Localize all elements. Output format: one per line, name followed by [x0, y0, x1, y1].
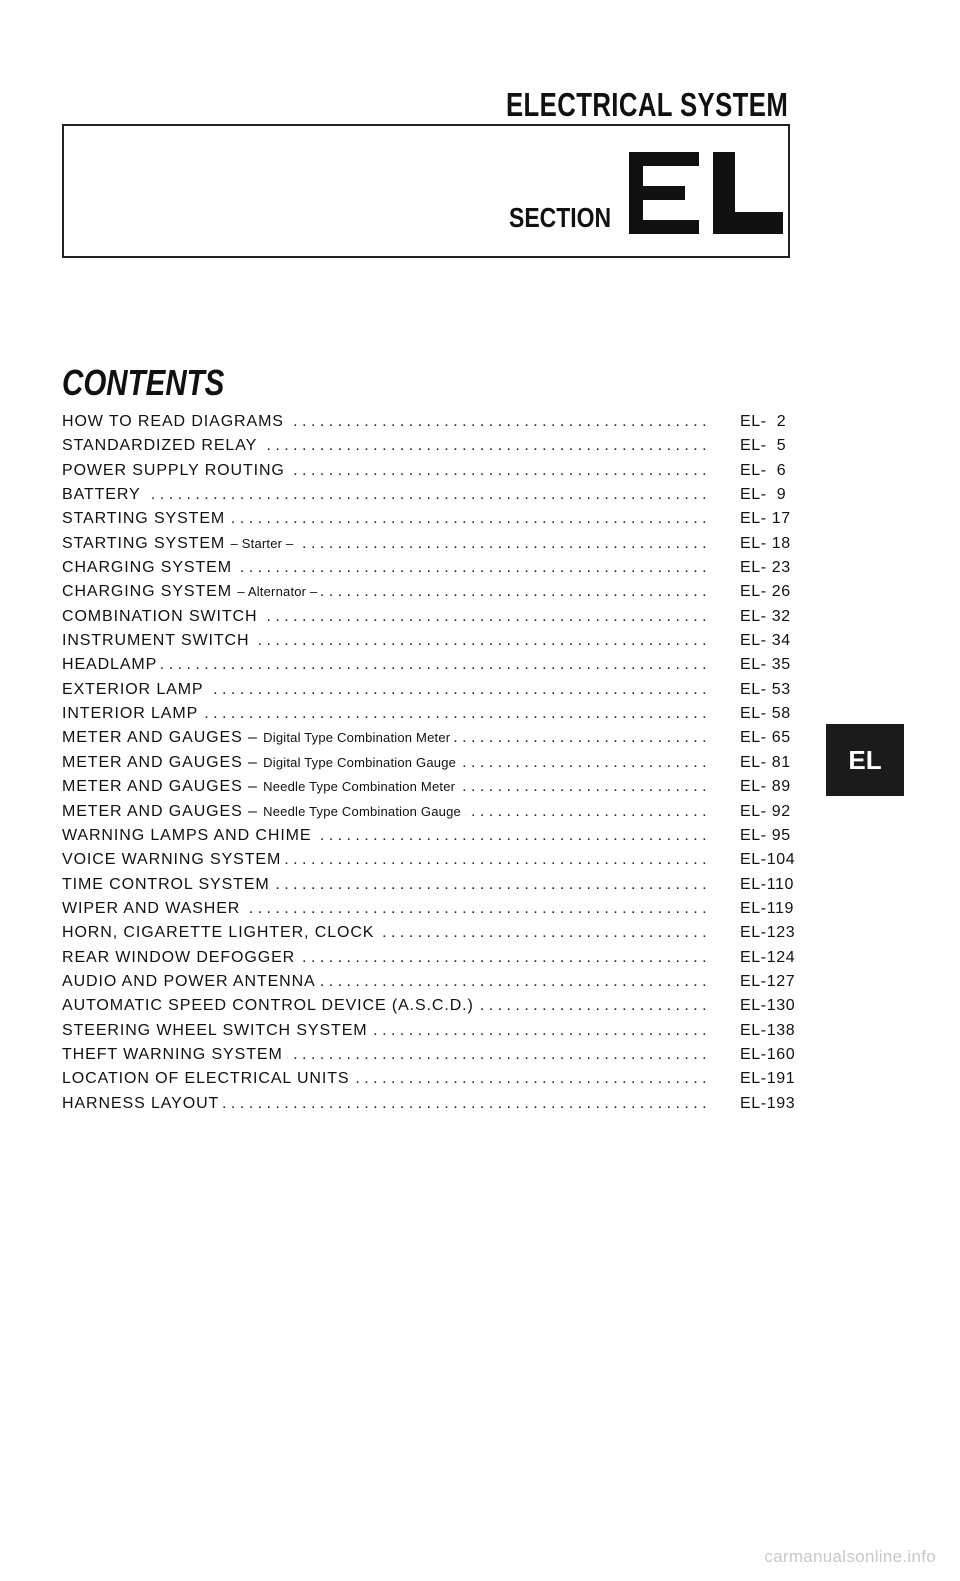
- toc-entry-label: STEERING WHEEL SWITCH SYSTEM: [62, 1021, 368, 1039]
- toc-entry-title: [62, 754, 460, 772]
- toc-entry-page: EL- 9: [738, 486, 802, 504]
- toc-entry-label: BATTERY: [62, 486, 141, 504]
- toc-entry[interactable]: [62, 848, 800, 872]
- toc-entry[interactable]: [62, 483, 800, 507]
- toc-entry[interactable]: [62, 775, 800, 799]
- toc-entry[interactable]: [62, 580, 800, 604]
- toc-entry[interactable]: [62, 507, 800, 531]
- toc-entry-page: EL-124: [738, 949, 802, 967]
- toc-entry-page: EL- 17: [738, 510, 802, 528]
- toc-entry[interactable]: [62, 653, 800, 677]
- toc-entry-page: EL- 34: [738, 632, 802, 650]
- toc-entry[interactable]: [62, 434, 800, 458]
- toc-entry-label: METER AND GAUGES –: [62, 753, 258, 771]
- toc-entry-page: EL- 18: [738, 535, 802, 553]
- toc-entry-label: LOCATION OF ELECTRICAL UNITS: [62, 1070, 350, 1088]
- section-title: ELECTRICAL SYSTEM: [506, 86, 789, 123]
- toc-leader-dots: [62, 486, 712, 504]
- toc-entry-title: [62, 803, 465, 821]
- toc-entry[interactable]: [62, 556, 800, 580]
- toc-entry-title: [62, 949, 299, 967]
- toc-entry-page: EL- 2: [738, 413, 802, 431]
- toc-entry-page: EL- 81: [738, 754, 802, 772]
- toc-entry-label: POWER SUPPLY ROUTING: [62, 461, 285, 479]
- toc-entry-title: [62, 778, 459, 796]
- toc-entry-label: METER AND GAUGES –: [62, 729, 258, 747]
- watermark-text: carmanualsonline.info: [764, 1547, 936, 1566]
- toc-entry[interactable]: [62, 751, 800, 775]
- toc-entry[interactable]: [62, 970, 800, 994]
- toc-entry-label: CHARGING SYSTEM: [62, 583, 232, 601]
- toc-entry-page: EL-193: [738, 1095, 802, 1113]
- toc-entry-title: [62, 608, 261, 626]
- toc-entry-page: EL-191: [738, 1070, 802, 1088]
- toc-entry[interactable]: [62, 532, 800, 556]
- toc-entry[interactable]: [62, 1043, 800, 1067]
- toc-entry-page: EL- 92: [738, 803, 802, 821]
- toc-entry-title: [62, 1046, 287, 1064]
- toc-entry-title: [62, 851, 285, 869]
- toc-entry[interactable]: [62, 1019, 800, 1043]
- toc-entry-page: EL-130: [738, 997, 802, 1015]
- toc-entry-label: STANDARDIZED RELAY: [62, 437, 258, 455]
- toc-entry-page: EL- 23: [738, 559, 802, 577]
- toc-entry-title: [62, 535, 297, 553]
- toc-entry-page: EL-127: [738, 973, 802, 991]
- toc-entry-label: VOICE WARNING SYSTEM: [62, 851, 282, 869]
- toc-entry-page: EL- 53: [738, 681, 802, 699]
- toc-entry-title: [62, 827, 315, 845]
- toc-entry[interactable]: [62, 1092, 800, 1116]
- toc-entry-label: HARNESS LAYOUT: [62, 1094, 220, 1112]
- toc-entry[interactable]: [62, 897, 800, 921]
- toc-entry-label: WARNING LAMPS AND CHIME: [62, 826, 312, 844]
- toc-entry-subtitle: – Alternator –: [237, 584, 318, 600]
- toc-entry-title: [62, 1070, 353, 1088]
- toc-entry-page: EL- 58: [738, 705, 802, 723]
- toc-entry[interactable]: [62, 824, 800, 848]
- section-label: SECTION: [509, 202, 612, 233]
- section-code-logo: [629, 152, 783, 234]
- toc-entry-page: EL-138: [738, 1022, 802, 1040]
- toc-entry-subtitle: Needle Type Combination Meter: [263, 779, 456, 795]
- toc-entry[interactable]: [62, 629, 800, 653]
- toc-entry-label: TIME CONTROL SYSTEM: [62, 875, 270, 893]
- toc-entry-title: [62, 656, 161, 674]
- toc-entry-page: EL- 65: [738, 729, 802, 747]
- toc-entry-subtitle: Needle Type Combination Gauge: [263, 803, 461, 819]
- toc-entry-subtitle: – Starter –: [230, 535, 294, 551]
- toc-entry-title: [62, 924, 378, 942]
- toc-entry-page: EL- 26: [738, 583, 802, 601]
- toc-entry-label: CHARGING SYSTEM: [62, 559, 232, 577]
- toc-entry[interactable]: [62, 605, 800, 629]
- toc-entry-title: [62, 559, 236, 577]
- toc-entry[interactable]: [62, 726, 800, 750]
- section-tab[interactable]: EL: [826, 724, 904, 796]
- toc-entry-label: REAR WINDOW DEFOGGER: [62, 948, 296, 966]
- toc-entry-title: [62, 413, 288, 431]
- toc-entry-title: [62, 705, 202, 723]
- toc-entry-title: [62, 876, 274, 894]
- toc-entry-subtitle: Digital Type Combination Gauge: [263, 754, 457, 770]
- toc-entry-title: [62, 583, 321, 601]
- toc-entry-label: AUDIO AND POWER ANTENNA: [62, 972, 316, 990]
- toc-entry-title: [62, 973, 320, 991]
- toc-entry-page: EL- 95: [738, 827, 802, 845]
- toc-entry-label: HEADLAMP: [62, 656, 158, 674]
- toc-entry-title: [62, 729, 454, 747]
- toc-entry[interactable]: [62, 678, 800, 702]
- toc-entry[interactable]: [62, 410, 800, 434]
- toc-entry-title: [62, 632, 253, 650]
- toc-entry-title: [62, 462, 289, 480]
- toc-entry-page: EL- 35: [738, 656, 802, 674]
- toc-entry-page: EL- 32: [738, 608, 802, 626]
- toc-entry[interactable]: [62, 946, 800, 970]
- toc-entry-title: [62, 437, 261, 455]
- toc-entry-label: METER AND GAUGES –: [62, 778, 258, 796]
- toc-entry-page: EL-160: [738, 1046, 802, 1064]
- toc-entry[interactable]: [62, 994, 800, 1018]
- toc-entry-page: EL-123: [738, 924, 802, 942]
- toc-entry-title: [62, 1022, 372, 1040]
- toc-entry-page: EL-119: [738, 900, 802, 918]
- toc-entry-label: THEFT WARNING SYSTEM: [62, 1045, 283, 1063]
- contents-title: CONTENTS: [62, 362, 225, 403]
- toc-entry[interactable]: [62, 1067, 800, 1091]
- toc-entry-title: [62, 486, 145, 504]
- toc-entry-label: WIPER AND WASHER: [62, 899, 241, 917]
- toc-entry-label: STARTING SYSTEM: [62, 510, 226, 528]
- toc-entry[interactable]: [62, 921, 800, 945]
- toc-entry-title: [62, 681, 208, 699]
- toc-entry-label: COMBINATION SWITCH: [62, 607, 258, 625]
- toc-entry-subtitle: Digital Type Combination Meter: [263, 730, 451, 746]
- toc-entry[interactable]: [62, 702, 800, 726]
- toc-entry[interactable]: [62, 800, 800, 824]
- toc-entry-title: [62, 1095, 223, 1113]
- toc-entry-page: EL- 5: [738, 437, 802, 455]
- toc-entry[interactable]: [62, 873, 800, 897]
- table-of-contents: [62, 410, 800, 1116]
- toc-entry-label: AUTOMATIC SPEED CONTROL DEVICE (A.S.C.D.): [62, 997, 474, 1015]
- toc-entry-label: EXTERIOR LAMP: [62, 680, 204, 698]
- toc-entry[interactable]: [62, 459, 800, 483]
- toc-entry-page: EL-110: [738, 876, 802, 894]
- toc-entry-title: [62, 510, 229, 528]
- toc-entry-label: HORN, CIGARETTE LIGHTER, CLOCK: [62, 924, 375, 942]
- toc-entry-label: METER AND GAUGES –: [62, 802, 258, 820]
- toc-entry-page: EL-104: [738, 851, 802, 869]
- toc-entry-label: HOW TO READ DIAGRAMS: [62, 413, 284, 430]
- toc-entry-label: STARTING SYSTEM: [62, 534, 226, 552]
- toc-entry-page: EL- 89: [738, 778, 802, 796]
- toc-entry-page: EL- 6: [738, 462, 802, 480]
- toc-entry-title: [62, 997, 478, 1015]
- toc-entry-label: INSTRUMENT SWITCH: [62, 632, 250, 650]
- toc-entry-title: [62, 900, 244, 918]
- toc-entry-label: INTERIOR LAMP: [62, 705, 199, 723]
